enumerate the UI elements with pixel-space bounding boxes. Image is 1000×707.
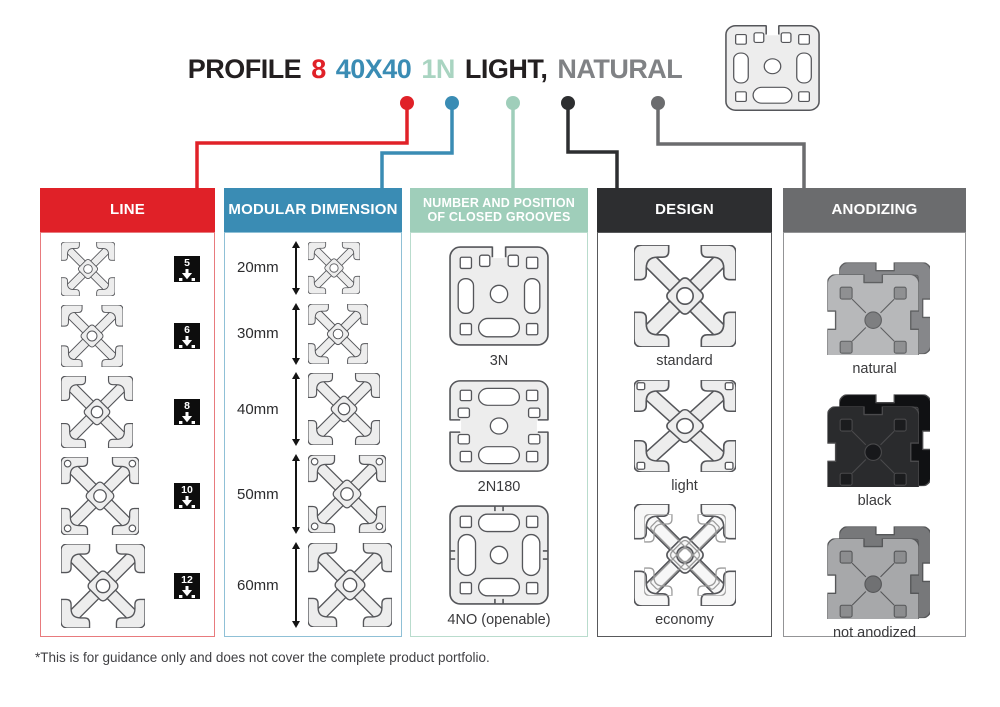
profile-4no-drawing [448,504,550,606]
badge-number: 5 [184,256,190,269]
design-label: economy [655,612,714,628]
column-line-header: LINE [40,188,215,232]
profile-40mm-drawing [308,373,380,445]
modular-row-40mm [225,372,401,446]
dimension-arrow [290,372,301,446]
column-modular-header: MODULAR DIMENSION [224,188,402,232]
title-word-anodizing: NATURAL [557,54,683,84]
profile-60mm-drawing [308,543,392,627]
column-design-header: DESIGN [597,188,772,232]
grooves-label: 4NO (openable) [447,612,551,628]
design-figure-standard [634,245,736,369]
grooves-figure-3n [448,245,550,369]
profile-economy-drawing [634,504,736,606]
column-modular-dimension [224,188,402,637]
slot-arrow-icon [179,336,195,348]
profile-standard-drawing [634,245,736,347]
column-line-body [40,232,215,637]
profile-5-drawing [61,242,115,296]
line-row-10 [41,457,214,535]
title-word-grooves: 1N [421,54,455,84]
design-figure-economy [634,504,736,628]
grooves-figure-4no [447,504,550,628]
column-grooves-body [410,232,588,637]
line-row-8 [41,376,214,448]
title-word-profile: PROFILE [187,54,302,84]
anodizing-figure-natural [820,245,930,377]
column-design-body [597,232,772,637]
dimension-label: 50mm [237,485,279,503]
profile-3n-drawing [448,245,550,347]
dimension-arrow [290,303,301,365]
profile-12-drawing [61,544,145,628]
column-design [597,188,772,637]
slot-arrow-icon [179,412,195,424]
grooves-label: 2N180 [477,478,521,495]
slot-arrow-icon [179,586,195,598]
grooves-figure-2n180 [448,379,550,495]
dimension-label: 40mm [237,400,279,418]
modular-row-30mm [225,303,401,365]
column-closed-grooves [410,188,588,637]
dimension-label: 30mm [237,325,279,343]
column-modular-body [224,232,402,637]
groove-size-badge-8 [174,399,200,425]
profile-2n180-drawing [448,379,550,473]
column-anodizing-header: ANODIZING [783,188,966,232]
groove-size-badge-12 [174,573,200,599]
badge-number: 6 [184,323,190,336]
anodizing-figure-black [820,377,930,509]
grooves-label: 3N [489,353,509,369]
footnote: *This is for guidance only and does not cover the complete product portfolio. [35,650,490,665]
groove-size-badge-6 [174,323,200,349]
profile-light-drawing [634,380,736,472]
profile-30mm-drawing [308,304,368,364]
slot-arrow-icon [179,269,195,281]
column-anodizing-body [783,232,966,641]
modular-row-50mm [225,454,401,534]
anodizing-figure-not-anodized [820,509,930,641]
profile-black-3d [820,377,930,487]
badge-number: 10 [181,483,193,496]
design-label: light [671,477,698,494]
anodizing-label: not anodized [832,625,917,641]
modular-row-20mm [225,241,401,295]
profile-10-drawing [61,457,139,535]
profile-not-anodized-3d [820,509,930,619]
title-word-line: 8 [311,54,326,84]
badge-number: 8 [184,399,190,412]
column-anodizing [783,188,966,641]
profile-50mm-drawing [308,455,386,533]
profile-natural-3d [820,245,930,355]
anodizing-label: black [857,493,892,509]
slot-arrow-icon [179,496,195,508]
line-row-6 [41,305,214,367]
line-row-12 [41,544,214,628]
badge-number: 12 [181,573,193,586]
groove-size-badge-10 [174,483,200,509]
column-grooves-header: NUMBER AND POSITION OF CLOSED GROOVES [410,188,588,232]
dimension-label: 60mm [237,576,279,594]
modular-row-60mm [225,542,401,628]
dimension-arrow [290,241,301,295]
anodizing-label: natural [852,361,897,377]
column-line [40,188,215,637]
profile-cross-section-icon [724,24,821,112]
dimension-arrow [290,542,301,628]
title-word-dimension: 40X40 [335,54,412,84]
design-label: standard [656,353,713,369]
dimension-arrow [290,454,301,534]
profile-20mm-drawing [308,242,360,294]
dimension-label: 20mm [237,259,279,277]
line-row-5 [41,242,214,296]
groove-size-badge-5 [174,256,200,282]
title-word-design: LIGHT, [464,54,548,84]
profile-8-drawing [61,376,133,448]
design-figure-light [634,380,736,494]
profile-6-drawing [61,305,123,367]
